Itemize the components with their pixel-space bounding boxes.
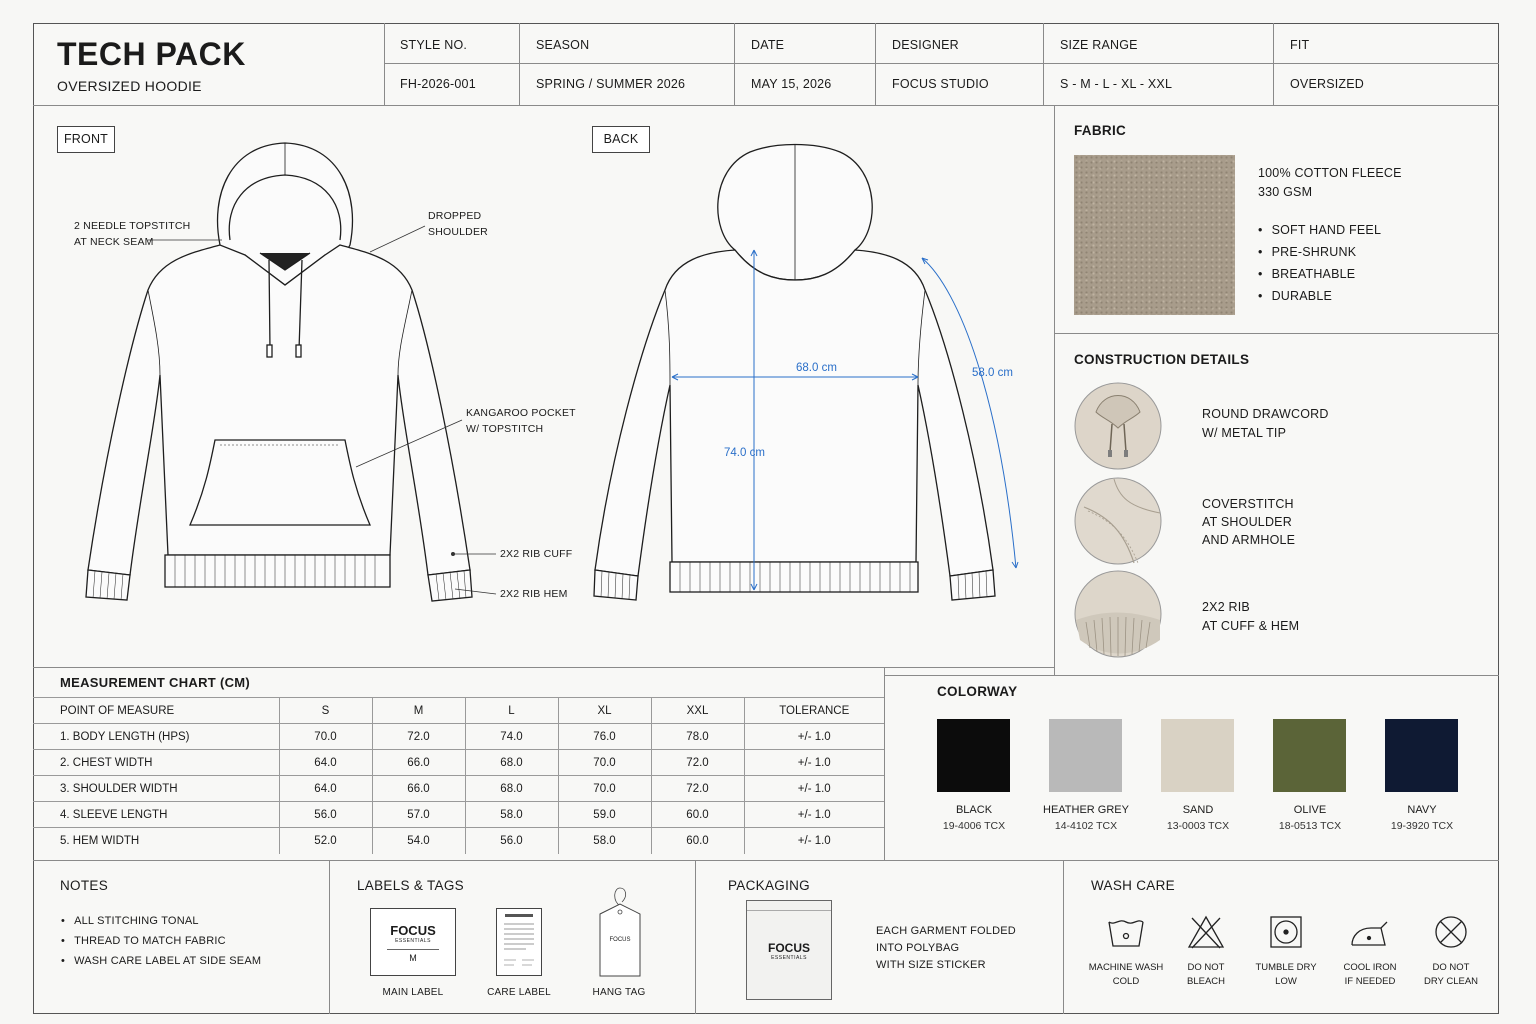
colorway-heading: COLORWAY	[937, 684, 1018, 699]
hang-tag-brand: FOCUS	[609, 937, 631, 943]
polybag-sub: ESSENTIALS	[771, 955, 807, 961]
color-code: 19-4006 TCX	[942, 820, 1006, 832]
color-code: 13-0003 TCX	[1166, 820, 1230, 832]
table-cell: +/- 1.0	[744, 750, 884, 776]
table-cell: 64.0	[279, 750, 372, 776]
table-cell: 70.0	[558, 776, 651, 802]
fabric-feature: • DURABLE	[1258, 289, 1332, 303]
hang-tag-caption: HANG TAG	[592, 987, 646, 998]
notes-heading: NOTES	[60, 878, 109, 893]
callout-pocket-2: W/ TOPSTITCH	[466, 423, 544, 435]
color-code: 14-4102 TCX	[1054, 820, 1118, 832]
wash-caption-1b: COLD	[1112, 976, 1140, 987]
note-item: • WASH CARE LABEL AT SIDE SEAM	[61, 955, 261, 967]
table-cell: 70.0	[279, 724, 372, 750]
care-label-image	[496, 908, 542, 976]
table-cell: 78.0	[651, 724, 744, 750]
color-name: OLIVE	[1293, 804, 1327, 816]
color-swatch-black	[937, 719, 1010, 792]
table-cell: 76.0	[558, 724, 651, 750]
table-cell: 72.0	[372, 724, 465, 750]
callout-cuff: 2X2 RIB CUFF	[500, 548, 573, 560]
fabric-weight: 330 GSM	[1258, 185, 1313, 199]
column-header: S	[279, 698, 372, 724]
column-header: TOLERANCE	[744, 698, 884, 724]
table-cell: 60.0	[651, 802, 744, 828]
main-label-caption: MAIN LABEL	[382, 987, 444, 998]
table-cell: 72.0	[651, 750, 744, 776]
construction-2-line1: COVERSTITCH	[1202, 497, 1294, 511]
table-cell: 64.0	[279, 776, 372, 802]
column-header: XL	[558, 698, 651, 724]
column-header: POINT OF MEASURE	[33, 698, 279, 724]
table-cell: +/- 1.0	[744, 802, 884, 828]
table-cell: 68.0	[465, 750, 558, 776]
table-cell: +/- 1.0	[744, 724, 884, 750]
color-name: HEATHER GREY	[1043, 804, 1129, 816]
fit-label: FIT	[1290, 38, 1310, 52]
back-tag: BACK	[592, 126, 650, 153]
callout-hem: 2X2 RIB HEM	[500, 588, 568, 600]
tumble-dry-icon	[1269, 915, 1303, 949]
construction-2-line2: AT SHOULDER	[1202, 515, 1292, 529]
color-code: 19-3920 TCX	[1390, 820, 1454, 832]
table-row	[33, 802, 884, 828]
table-cell: +/- 1.0	[744, 776, 884, 802]
table-cell: 1. BODY LENGTH (HPS)	[33, 724, 279, 750]
wash-caption-3b: LOW	[1275, 976, 1297, 987]
table-cell: 58.0	[465, 802, 558, 828]
construction-3-line2: AT CUFF & HEM	[1202, 619, 1300, 633]
fabric-heading: FABRIC	[1074, 123, 1127, 138]
table-cell: 68.0	[465, 776, 558, 802]
wash-caption-5b: DRY CLEAN	[1423, 976, 1479, 987]
fabric-feature: • PRE-SHRUNK	[1258, 245, 1356, 259]
fabric-swatch	[1074, 155, 1235, 315]
main-label	[370, 908, 456, 976]
table-row	[33, 828, 884, 854]
table-cell: 72.0	[651, 776, 744, 802]
back-dimension-lines	[0, 0, 1054, 667]
table-row	[33, 724, 884, 750]
page-title: TECH PACK	[57, 36, 246, 72]
callout-topstitch-2: AT NECK SEAM	[74, 236, 154, 248]
construction-1-line1: ROUND DRAWCORD	[1202, 407, 1329, 421]
column-header: L	[465, 698, 558, 724]
size-range-value: S - M - L - XL - XXL	[1060, 77, 1173, 91]
color-swatch-olive	[1273, 719, 1346, 792]
color-swatch-navy	[1385, 719, 1458, 792]
dim-chest: 68.0 cm	[796, 362, 837, 374]
note-item: • THREAD TO MATCH FABRIC	[61, 935, 226, 947]
hang-tag-image	[598, 886, 642, 978]
callout-shoulder-1: DROPPED	[428, 210, 482, 222]
packaging-heading: PACKAGING	[728, 878, 810, 893]
wash-caption-3a: TUMBLE DRY	[1255, 962, 1317, 973]
style-no-value: FH-2026-001	[400, 77, 476, 91]
color-code: 18-0513 TCX	[1278, 820, 1342, 832]
table-cell: 56.0	[465, 828, 558, 854]
construction-2-line3: AND ARMHOLE	[1202, 533, 1296, 547]
do-not-dry-clean-icon	[1434, 915, 1468, 949]
designer-value: FOCUS STUDIO	[892, 77, 989, 91]
callout-shoulder-2: SHOULDER	[428, 226, 488, 238]
table-cell: 52.0	[279, 828, 372, 854]
column-header: XXL	[651, 698, 744, 724]
front-tag: FRONT	[57, 126, 115, 153]
color-name: NAVY	[1407, 804, 1437, 816]
color-name: SAND	[1182, 804, 1214, 816]
fabric-feature: • SOFT HAND FEEL	[1258, 223, 1381, 237]
color-name: BLACK	[955, 804, 993, 816]
cool-iron-icon	[1349, 918, 1391, 948]
main-label-sub: ESSENTIALS	[395, 938, 431, 944]
callout-topstitch-1: 2 NEEDLE TOPSTITCH	[74, 220, 191, 232]
table-header-row	[33, 698, 884, 724]
table-cell: 5. HEM WIDTH	[33, 828, 279, 854]
designer-label: DESIGNER	[892, 38, 959, 52]
table-cell: 74.0	[465, 724, 558, 750]
table-cell: 54.0	[372, 828, 465, 854]
style-no-label: STYLE NO.	[400, 38, 468, 52]
date-label: DATE	[751, 38, 785, 52]
column-header: M	[372, 698, 465, 724]
size-range-label: SIZE RANGE	[1060, 38, 1138, 52]
main-label-size: M	[409, 953, 417, 963]
construction-1-line2: W/ METAL TIP	[1202, 426, 1287, 440]
table-cell: 70.0	[558, 750, 651, 776]
wash-caption-2a: DO NOT	[1187, 962, 1225, 973]
color-swatch-heather-grey	[1049, 719, 1122, 792]
table-cell: 58.0	[558, 828, 651, 854]
table-cell: 57.0	[372, 802, 465, 828]
packaging-text: EACH GARMENT FOLDED	[876, 925, 1016, 937]
fabric-feature: • BREATHABLE	[1258, 267, 1355, 281]
fabric-composition: 100% COTTON FLEECE	[1258, 166, 1402, 180]
polybag-brand: FOCUS	[768, 941, 810, 955]
polybag-image	[746, 900, 832, 1000]
color-swatch-sand	[1161, 719, 1234, 792]
wash-caption-2b: BLEACH	[1186, 976, 1225, 987]
do-not-bleach-icon	[1187, 914, 1225, 950]
callout-pocket-1: KANGAROO POCKET	[466, 407, 576, 419]
wash-caption-4b: IF NEEDED	[1344, 976, 1396, 987]
page-subtitle: OVERSIZED HOODIE	[57, 78, 202, 94]
wash-care-heading: WASH CARE	[1091, 878, 1175, 893]
detail-rib-image	[1074, 570, 1162, 658]
table-cell: 59.0	[558, 802, 651, 828]
season-label: SEASON	[536, 38, 590, 52]
table-cell: +/- 1.0	[744, 828, 884, 854]
wash-caption-1a: MACHINE WASH	[1088, 962, 1164, 973]
table-cell: 56.0	[279, 802, 372, 828]
season-value: SPRING / SUMMER 2026	[536, 77, 686, 91]
main-label-brand: FOCUS	[390, 923, 436, 938]
table-cell: 3. SHOULDER WIDTH	[33, 776, 279, 802]
dim-length: 74.0 cm	[724, 447, 765, 459]
note-item: • ALL STITCHING TONAL	[61, 915, 199, 927]
table-cell: 66.0	[372, 776, 465, 802]
table-cell: 66.0	[372, 750, 465, 776]
detail-coverstitch-image	[1074, 477, 1162, 565]
fit-value: OVERSIZED	[1290, 77, 1365, 91]
wash-caption-4a: COOL IRON	[1343, 962, 1397, 973]
table-cell: 2. CHEST WIDTH	[33, 750, 279, 776]
table-row	[33, 776, 884, 802]
machine-wash-icon	[1107, 916, 1145, 950]
table-cell: 4. SLEEVE LENGTH	[33, 802, 279, 828]
labels-heading: LABELS & TAGS	[357, 878, 464, 893]
packaging-text: INTO POLYBAG	[876, 942, 960, 954]
construction-3-line1: 2X2 RIB	[1202, 600, 1250, 614]
wash-caption-5a: DO NOT	[1432, 962, 1470, 973]
measurement-heading: MEASUREMENT CHART (CM)	[60, 675, 251, 690]
measurement-table	[33, 697, 884, 854]
detail-drawcord-image	[1074, 382, 1162, 470]
table-row	[33, 750, 884, 776]
table-cell: 60.0	[651, 828, 744, 854]
construction-heading: CONSTRUCTION DETAILS	[1074, 352, 1250, 367]
dim-sleeve: 58.0 cm	[972, 367, 1013, 379]
date-value: MAY 15, 2026	[751, 77, 832, 91]
packaging-text: WITH SIZE STICKER	[876, 959, 986, 971]
care-label-caption: CARE LABEL	[487, 987, 551, 998]
